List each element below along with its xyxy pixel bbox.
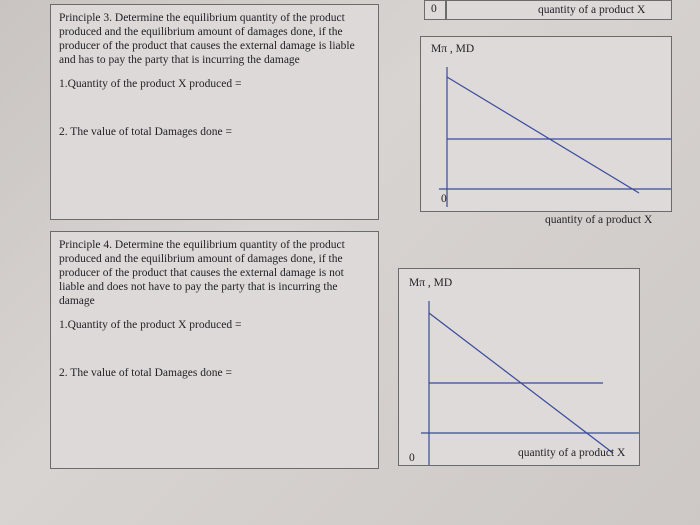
principle-3-box: [50, 4, 379, 220]
principle-3-text: Principle 3. Determine the equilibrium quantity of the product produced and the equilibrium amount of damages done, if the producer of the product that causes the external damage is liable and has to pay the party that is incurring the damage: [59, 12, 355, 66]
principle-4-text: Principle 4. Determine the equilibrium quantity of the product produced and the equilibrium amount of damages done, if the producer of the product that causes the external damage is not liable and does not have to pay the party that is incurring the damage: [59, 239, 345, 307]
graph-2-plot: [399, 269, 641, 467]
principle-4-question-2: 2. The value of total Damages done =: [59, 367, 232, 379]
graph-1-origin-label: 0: [441, 193, 447, 205]
top-zero-box: [424, 0, 446, 20]
graph-1-y-axis-label: Mπ , MD: [431, 43, 475, 55]
principle-4-box: [50, 231, 379, 469]
top-zero-label: 0: [431, 3, 437, 15]
graph-2-y-axis-label: Mπ , MD: [409, 277, 453, 289]
graph-1-x-axis-label: quantity of a product X: [545, 214, 653, 226]
principle-4-question-1: 1.Quantity of the product X produced =: [59, 319, 242, 331]
graph-1-downward-line: [447, 77, 639, 193]
graph-2-x-axis-label: quantity of a product X: [518, 447, 626, 459]
graph-1-panel: [420, 36, 672, 212]
graph-2-origin-label: 0: [409, 452, 415, 464]
principle-3-question-2: 2. The value of total Damages done =: [59, 126, 232, 138]
principle-3-question-1: 1.Quantity of the product X produced =: [59, 78, 242, 90]
graph-1-plot: [421, 37, 673, 213]
top-x-axis-label: quantity of a product X: [538, 4, 646, 16]
graph-2-panel: [398, 268, 640, 466]
